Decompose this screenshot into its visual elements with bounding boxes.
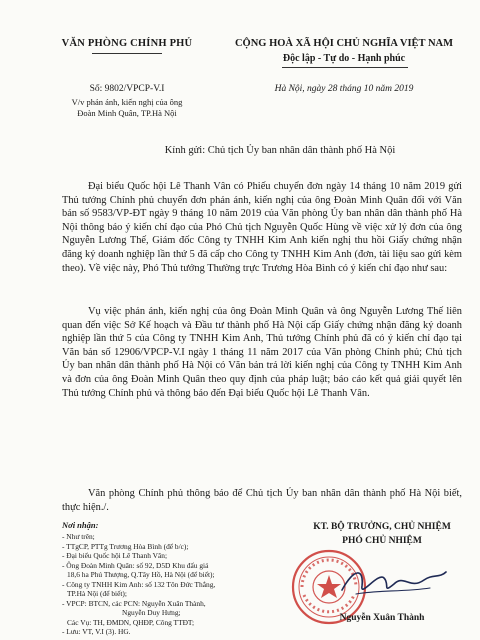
recipients-title: Nơi nhận: [62,520,99,530]
recipient-item: - Đại biểu Quốc hội Lê Thanh Vân; [62,551,168,560]
issuing-organization: VĂN PHÒNG CHÍNH PHỦ [61,38,193,49]
body-paragraph-1: Đại biểu Quốc hội Lê Thanh Vân có Phiếu chuyển đơn ngày 14 tháng 10 năm 2019 gửi Thủ tướng Chính phủ chuyển đơn phản ánh, kiến nghị của ông Đoàn Minh Quân đối với Văn bản số 9583/VP-ĐT ngày 9 tháng 10 năm 2019 của Văn phòng Ủy ban nhân dân thành phố Hà Nội thông báo ý kiến chỉ đạo của Phó Chủ tịch Nguyễn Quốc Hùng về việc xử lý đơn của ông Nguyễn Lương Thế, Giám đốc Công ty TNHH Kim Anh kiến nghị thu hồi Giấy chứng nhận đăng ký doanh nghiệp lần thứ 5 đã cấp cho Công ty TNHH Kim Anh (đơn, tài liệu sao gửi kèm theo). Về việc này, Phó Thủ tướng Thường trực Trương Hòa Bình có ý kiến chỉ đạo như sau: [62,181,462,274]
recipient-line: Kính gửi: Chủ tịch Ủy ban nhân dân thành phố Hà Nội [164,145,396,156]
recipient-item: - TTgCP, PTTg Trương Hòa Bình (để b/c); [62,541,189,551]
recipient-item: 18,6 ha Phú Thượng, Q.Tây Hồ, Hà Nội (để biết); [67,570,215,579]
recipient-item: - VPCP: BTCN, các PCN: Nguyễn Xuân Thành, [62,598,206,608]
recipient-item: Nguyễn Duy Hưng; [122,608,181,617]
signatory-title-line-2: PHÓ CHỦ NHIỆM [342,536,422,546]
recipient-item: - Như trên; [62,532,95,541]
document-subject [52,97,202,119]
signatory-title-line-1: KT. BỘ TRƯỞNG, CHỦ NHIỆM [313,522,451,532]
document-date: Hà Nội, ngày 28 tháng 10 năm 2019 [274,84,414,94]
signer-name: Nguyễn Xuân Thành [339,613,425,623]
recipient-item: - Ông Đoàn Minh Quân: số 92, D5D Khu đấu giá [62,560,209,570]
national-title: CỘNG HOÀ XÃ HỘI CHỦ NGHĨA VIỆT NAM [234,38,454,49]
recipients-list [62,532,277,637]
signatory-title [282,520,480,548]
recipient-item: TP.Hà Nội (để biết); [67,589,127,598]
recipient-item: - Lưu: VT, V.I (3). HG. [62,627,131,636]
motto-underline [282,67,408,68]
recipient-item: Các Vụ: TH, ĐMDN, QHĐP, Công TTĐT; [67,617,195,627]
body-paragraph-2: Vụ việc phản ánh, kiến nghị của ông Đoàn Minh Quân và ông Nguyễn Lương Thế liên quan đến việc Sở Kế hoạch và Đầu tư thành phố Hà Nội cấp Giấy chứng nhận đăng ký doanh nghiệp lần thứ 5 của Công ty TNHH Kim Anh, Thủ tướng Chính phủ đã có ý kiến chỉ đạo tại Văn bản số 12906/VPCP-V.I ngày 1 tháng 11 năm 2017 của Văn phòng Chính phủ; Chủ tịch Ủy ban nhân dân thành phố Hà Nội có Văn bản trả lời kiến nghị của Công ty TNHH Kim Anh và đơn của ông Đoàn Minh Quân theo quy định của pháp luật; báo cáo kết quả giải quyết lên Thủ tướng Chính phủ và thông báo đến Đại biểu Quốc hội Lê Thanh Vân. [62,306,462,399]
subject-line-1: V/v phản ánh, kiến nghị của ông [71,97,183,107]
subject-line-2: Đoàn Minh Quân, TP.Hà Nội [77,108,177,118]
organization-underline [92,53,162,54]
body-paragraph-3: Văn phòng Chính phủ thông báo để Chủ tịch Ủy ban nhân dân thành phố Hà Nội biết, thực hiện./. [62,488,462,513]
handwritten-signature-icon [332,560,452,604]
document-number: Số: 9802/VPCP-V.I [89,84,165,94]
recipient-item: - Công ty TNHH Kim Anh: số 132 Tôn Đức Thắng, [62,579,216,589]
national-motto: Độc lập - Tự do - Hạnh phúc [282,53,406,64]
